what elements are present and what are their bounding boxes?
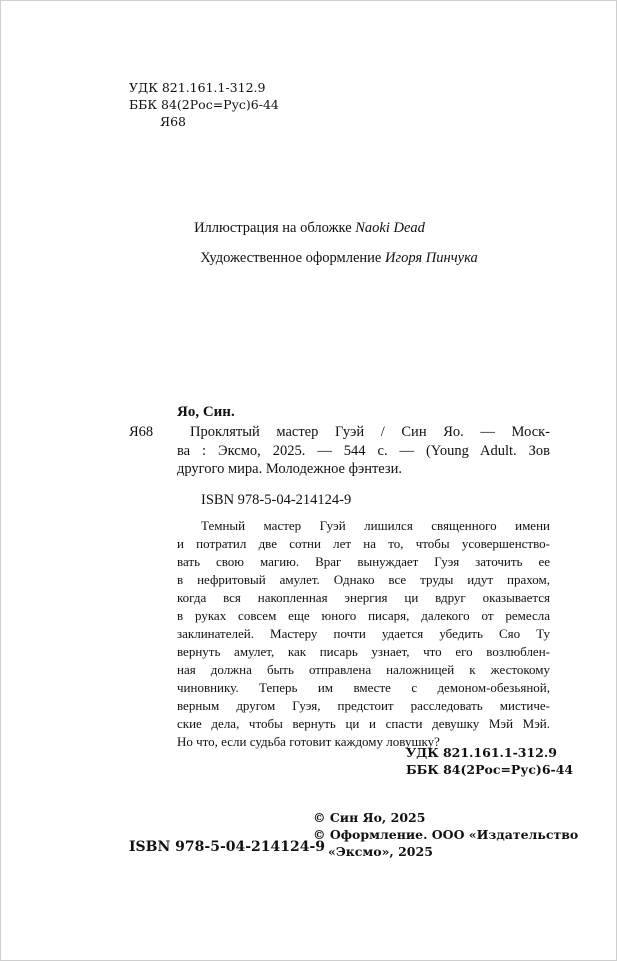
annotation-line: заклинателей. Мастеру почти удается убедить Сяо Ту	[177, 626, 550, 641]
top-author-mark: Я68	[160, 114, 187, 129]
design-credit	[1, 248, 617, 268]
entry-description	[177, 423, 550, 479]
bottom-udk-code: УДК 821.161.1-312.9	[406, 745, 557, 760]
entry-author-mark: Я68	[129, 424, 154, 440]
annotation	[177, 517, 550, 751]
footer-isbn: ISBN 978-5-04-214124-9	[129, 839, 326, 855]
copyright-design-line-1: © Оформление. ООО «Издательство	[313, 827, 579, 842]
annotation-line: верным другом Гуэя, предстоит расследовать мистиче-	[177, 698, 550, 713]
entry-line-3: другого мира. Молодежное фэнтези.	[177, 461, 403, 477]
cover-credit-label: Иллюстрация на обложке	[194, 220, 356, 236]
entry-author-heading: Яо, Син.	[177, 404, 235, 420]
design-credit-label: Художественное оформление	[200, 250, 385, 266]
top-bbk-code: ББК 84(2Рос=Рус)6-44	[129, 97, 279, 112]
annotation-line: вернуть амулет, как писарь узнает, что его возлюблен-	[177, 644, 550, 659]
annotation-line: в руках совсем еще юного писаря, далекого от ремесла	[177, 608, 550, 623]
bottom-bbk-code: ББК 84(2Рос=Рус)6-44	[406, 762, 574, 777]
entry-line-2: ва : Эксмо, 2025. — 544 с. — (Young Adult. Зов	[177, 442, 550, 459]
annotation-line: Темный мастер Гуэй лишился священного имени	[201, 518, 550, 533]
annotation-line: Но что, если судьба готовит каждому ловушку?	[177, 734, 440, 749]
annotation-line: ские дела, чтобы вернуть ци и спасти девушку Мэй Мэй.	[177, 716, 550, 731]
copyright-design-line-2: «Эксмо», 2025	[328, 844, 433, 859]
entry-isbn: ISBN 978-5-04-214124-9	[201, 492, 352, 508]
bottom-codes	[406, 744, 573, 778]
copyright-author: © Син Яо, 2025	[313, 810, 426, 825]
annotation-line: ная должна быть отправлена наложницей к жестокому	[177, 662, 550, 677]
annotation-line: и потратил две сотни лет на то, чтобы усовершенство-	[177, 536, 550, 551]
annotation-line: когда вся накопленная энергия ци вдруг оказывается	[177, 590, 550, 605]
copyright-block	[313, 809, 578, 860]
cover-illustration-credit	[1, 218, 617, 238]
cover-credit-name: Naoki Dead	[355, 220, 425, 236]
annotation-line: в нефритовый амулет. Однако все труды идут прахом,	[177, 572, 550, 587]
design-credit-name: Игоря Пинчука	[385, 250, 478, 266]
top-codes	[129, 79, 279, 130]
annotation-line: вать свою магию. Враг вынуждает Гуэя заточить ее	[177, 554, 550, 569]
top-udk-code: УДК 821.161.1-312.9	[129, 80, 266, 95]
annotation-line: чиновнику. Теперь им вместе с демоном-обезьяной,	[177, 680, 550, 695]
entry-line-1: Проклятый мастер Гуэй / Син Яо. — Моск-	[190, 424, 550, 440]
